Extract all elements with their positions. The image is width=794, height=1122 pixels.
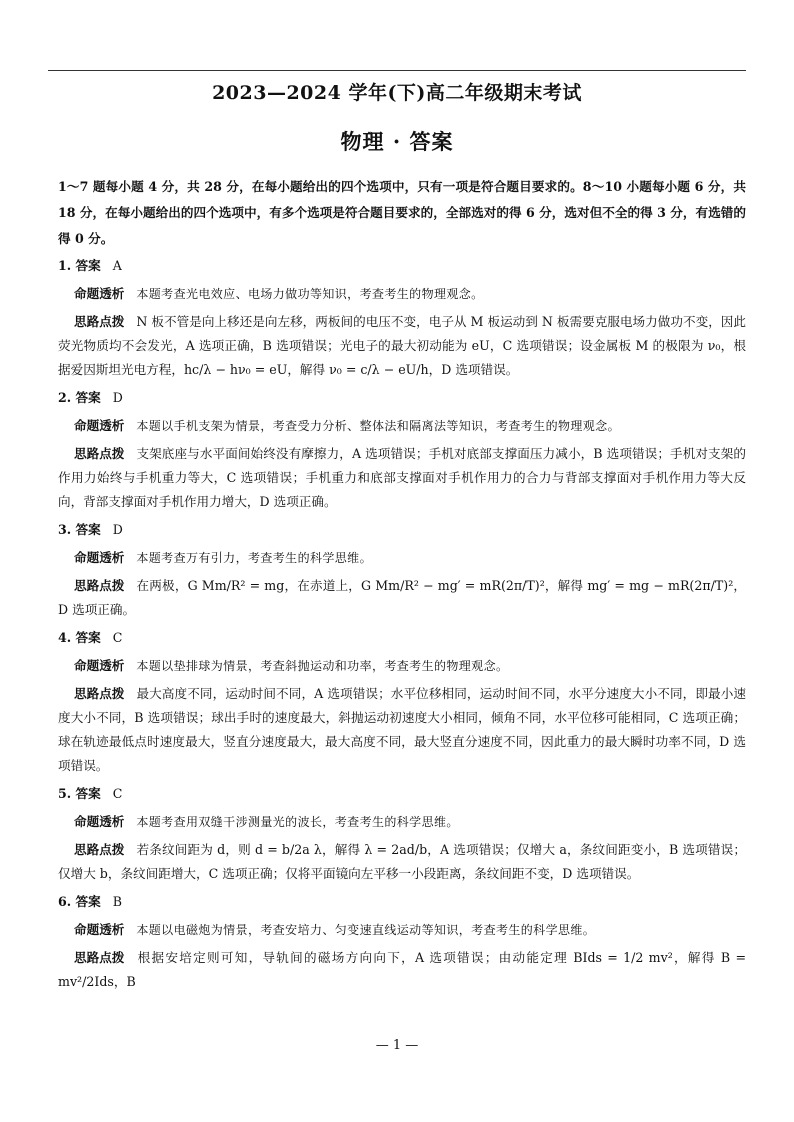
question-3 bbox=[58, 518, 746, 622]
analysis-row bbox=[58, 282, 746, 306]
answer-label: 答案 bbox=[75, 894, 101, 909]
question-2 bbox=[58, 386, 746, 514]
scoring-instructions: 1～7 题每小题 4 分，共 28 分，在每小题给出的四个选项中，只有一项是符合题目要求的。8～10 小题每小题 6 分，共 18 分，在每小题给出的四个选项中，有多个选项是符合题目要求的，全部选对的得 6 分，选对但不全的得 3 分，有选错的得 0 分。 bbox=[58, 179, 746, 246]
hint-row bbox=[58, 310, 746, 382]
analysis-text: 本题考查用双缝干涉测量光的波长，考查考生的科学思维。 bbox=[136, 815, 459, 829]
hint-text: 若条纹间距为 d，则 d = b/2a λ，解得 λ = 2ad/b，A 选项错误；仅增大 a，条纹间距变小，B 选项错误；仅增大 b，条纹间距增大，C 选项正确；仅将平面镜向左平移一小段距离，条纹间距不变，D 选项错误。 bbox=[58, 842, 746, 881]
analysis-label: 命题透析 bbox=[74, 814, 125, 829]
question-5 bbox=[58, 782, 746, 886]
analysis-label: 命题透析 bbox=[74, 922, 125, 937]
question-answer-line bbox=[58, 626, 746, 650]
hint-text: 支架底座与水平面间始终没有摩擦力，A 选项错误；手机对底部支撑面压力减小，B 选项错误；手机对支架的作用力始终与手机重力等大，C 选项错误；手机重力和底部支撑面对手机作用力的合力与背部支撑面对手机作用力等大反向，背部支撑面对手机作用力增大，D 选项正确。 bbox=[58, 446, 746, 509]
answer-value: D bbox=[112, 390, 123, 405]
hint-text: N 板不管是向上移还是向左移，两板间的电压不变，电子从 M 板运动到 N 板需要克服电场力做功不变，因此荧光物质均不会发光，A 选项正确，B 选项错误；光电子的最大初动能为 eU，C 选项错误；设金属板 M 的极限为 ν₀，根据爱因斯坦光电方程，hc/λ − hν₀ = eU，解得 ν₀ = c/λ − eU/h，D 选项错误。 bbox=[58, 314, 746, 377]
answer-label: 答案 bbox=[75, 630, 101, 645]
analysis-row bbox=[58, 546, 746, 570]
analysis-text: 本题以电磁炮为情景，考查安培力、匀变速直线运动等知识，考查考生的科学思维。 bbox=[136, 923, 596, 937]
hint-label: 思路点拨 bbox=[74, 950, 125, 965]
analysis-label: 命题透析 bbox=[74, 550, 125, 565]
page-title: 2023—2024 学年(下)高二年级期末考试 bbox=[212, 82, 582, 104]
page-number: — 1 — bbox=[375, 1038, 419, 1053]
answer-value: C bbox=[112, 786, 123, 801]
question-number: 5. bbox=[58, 786, 72, 801]
hint-text: 最大高度不同，运动时间不同，A 选项错误；水平位移相同，运动时间不同，水平分速度大小不同，即最小速度大小不同，B 选项错误；球出手时的速度最大，斜抛运动初速度大小相同，倾角不同，水平位移可能相同，C 选项正确；球在轨迹最低点时速度最大，竖直分速度最大，最大高度不同，最大竖直分速度不同，因此重力的最大瞬时功率不同，D 选项错误。 bbox=[58, 686, 746, 773]
analysis-text: 本题考查光电效应、电场力做功等知识，考查考生的物理观念。 bbox=[136, 287, 484, 301]
analysis-text: 本题以手机支架为情景，考查受力分析、整体法和隔离法等知识，考查考生的物理观念。 bbox=[136, 419, 620, 433]
analysis-row bbox=[58, 654, 746, 678]
answer-label: 答案 bbox=[75, 390, 101, 405]
hint-text: 根据安培定则可知，导轨间的磁场方向向下，A 选项错误；由动能定理 BIds = 1/2 mv²，解得 B = mv²/2Ids，B bbox=[58, 950, 746, 989]
question-answer-line bbox=[58, 254, 746, 278]
hint-row bbox=[58, 442, 746, 514]
question-number: 2. bbox=[58, 390, 72, 405]
question-number: 6. bbox=[58, 894, 72, 909]
analysis-label: 命题透析 bbox=[74, 658, 125, 673]
question-number: 3. bbox=[58, 522, 72, 537]
hint-row bbox=[58, 574, 746, 622]
question-number: 1. bbox=[58, 258, 72, 273]
question-number: 4. bbox=[58, 630, 72, 645]
analysis-text: 本题考查万有引力，考查考生的科学思维。 bbox=[136, 551, 372, 565]
analysis-label: 命题透析 bbox=[74, 286, 125, 301]
answer-label: 答案 bbox=[75, 786, 101, 801]
question-answer-line bbox=[58, 890, 746, 914]
hint-label: 思路点拨 bbox=[74, 842, 125, 857]
question-1 bbox=[58, 254, 746, 382]
hint-label: 思路点拨 bbox=[74, 446, 125, 461]
answer-label: 答案 bbox=[75, 258, 101, 273]
hint-row bbox=[58, 682, 746, 778]
hint-label: 思路点拨 bbox=[74, 314, 125, 329]
hint-row bbox=[58, 946, 746, 994]
hint-text: 在两极，G Mm/R² = mg，在赤道上，G Mm/R² − mg′ = mR(2π/T)²，解得 mg′ = mg − mR(2π/T)²，D 选项正确。 bbox=[58, 578, 746, 617]
answer-value: D bbox=[112, 522, 123, 537]
answer-value: B bbox=[112, 894, 122, 909]
hint-row bbox=[58, 838, 746, 886]
answer-content bbox=[58, 174, 746, 998]
analysis-text: 本题以垫排球为情景，考查斜抛运动和功率，考查考生的物理观念。 bbox=[136, 659, 509, 673]
answer-value: A bbox=[112, 258, 122, 273]
question-4 bbox=[58, 626, 746, 778]
analysis-row bbox=[58, 414, 746, 438]
question-6 bbox=[58, 890, 746, 994]
answer-value: C bbox=[112, 630, 123, 645]
answer-label: 答案 bbox=[75, 522, 101, 537]
header-rule bbox=[48, 70, 746, 71]
question-answer-line bbox=[58, 782, 746, 806]
page-subtitle: 物理 · 答案 bbox=[340, 129, 454, 154]
analysis-label: 命题透析 bbox=[74, 418, 125, 433]
question-answer-line bbox=[58, 386, 746, 410]
analysis-row bbox=[58, 918, 746, 942]
hint-label: 思路点拨 bbox=[74, 578, 125, 593]
analysis-row bbox=[58, 810, 746, 834]
question-answer-line bbox=[58, 518, 746, 542]
hint-label: 思路点拨 bbox=[74, 686, 125, 701]
